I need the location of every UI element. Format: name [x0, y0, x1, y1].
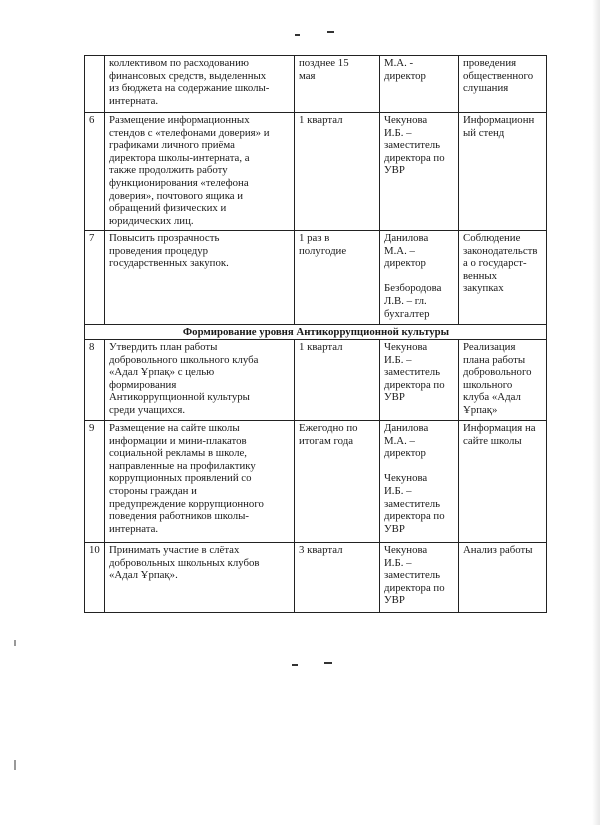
scan-mark-bottom-2	[324, 662, 332, 664]
action-cell: коллективом по расходованию финансовых средств, выделенных из бюджета на содержание школы- интерната.	[105, 56, 295, 113]
scan-mark-bottom-1	[292, 664, 298, 666]
row-number: 10	[85, 543, 105, 613]
responsible-cell: Данилова М.А. – директор Чекунова И.Б. – заместитель директора по УВР	[380, 421, 459, 543]
scan-mark-top-2	[327, 31, 334, 33]
section-title: Формирование уровня Антикоррупционной культуры	[85, 325, 547, 340]
result-cell: Реализация плана работы добровольного школьного клуба «Адал Ұрпақ»	[459, 340, 547, 421]
responsible-cell: Чекунова И.Б. – заместитель директора по УВР	[380, 113, 459, 231]
responsible-cell: Чекунова И.Б. – заместитель директора по УВР	[380, 340, 459, 421]
deadline-cell: 1 квартал	[295, 113, 380, 231]
action-cell: Утвердить план работы добровольного школьного клуба «Адал Ұрпақ» с целью формирования Антикоррупционной культуры среди учащихся.	[105, 340, 295, 421]
responsible-cell: М.А. - директор	[380, 56, 459, 113]
scan-mark-top-1	[295, 34, 300, 36]
action-cell: Повысить прозрачность проведения процедур государственных закупок.	[105, 231, 295, 325]
deadline-cell: 1 квартал	[295, 340, 380, 421]
table-row	[85, 231, 547, 325]
deadline-cell: 1 раз в полугодие	[295, 231, 380, 325]
result-cell: Анализ работы	[459, 543, 547, 613]
table-row	[85, 56, 547, 113]
table-row	[85, 421, 547, 543]
result-cell: Информация на сайте школы	[459, 421, 547, 543]
deadline-cell: 3 квартал	[295, 543, 380, 613]
deadline-cell: позднее 15 мая	[295, 56, 380, 113]
action-cell: Размещение на сайте школы информации и мини-плакатов социальной рекламы в школе, направленные на профилактику коррупционных проявлений со стороны граждан и предупреждение коррупционного поведения работников школы- интерната.	[105, 421, 295, 543]
scan-speck	[14, 760, 16, 770]
responsible-cell: Чекунова И.Б. – заместитель директора по УВР	[380, 543, 459, 613]
result-cell: Соблюдение законодательств а о государст- венных закупках	[459, 231, 547, 325]
row-number: 6	[85, 113, 105, 231]
responsible-cell: Данилова М.А. – директор Безбородова Л.В. – гл. бухгалтер	[380, 231, 459, 325]
table-row	[85, 543, 547, 613]
row-number: 9	[85, 421, 105, 543]
result-cell: Информационн ый стенд	[459, 113, 547, 231]
scan-edge-shadow	[592, 0, 600, 825]
action-cell: Принимать участие в слётах добровольных школьных клубов «Адал Ұрпақ».	[105, 543, 295, 613]
scan-speck	[14, 640, 16, 646]
row-number: 8	[85, 340, 105, 421]
table-row	[85, 113, 547, 231]
section-header-row	[85, 325, 547, 340]
action-cell: Размещение информационных стендов с «телефонами доверия» и графиками личного приёма директора школы-интерната, а также продолжить работу функционирования «телефона доверия», почтового ящика и обращений физических и юридических лиц.	[105, 113, 295, 231]
row-number: 7	[85, 231, 105, 325]
deadline-cell: Ежегодно по итогам года	[295, 421, 380, 543]
action-plan-table	[84, 55, 547, 613]
row-number	[85, 56, 105, 113]
table-row	[85, 340, 547, 421]
result-cell: проведения общественного слушания	[459, 56, 547, 113]
